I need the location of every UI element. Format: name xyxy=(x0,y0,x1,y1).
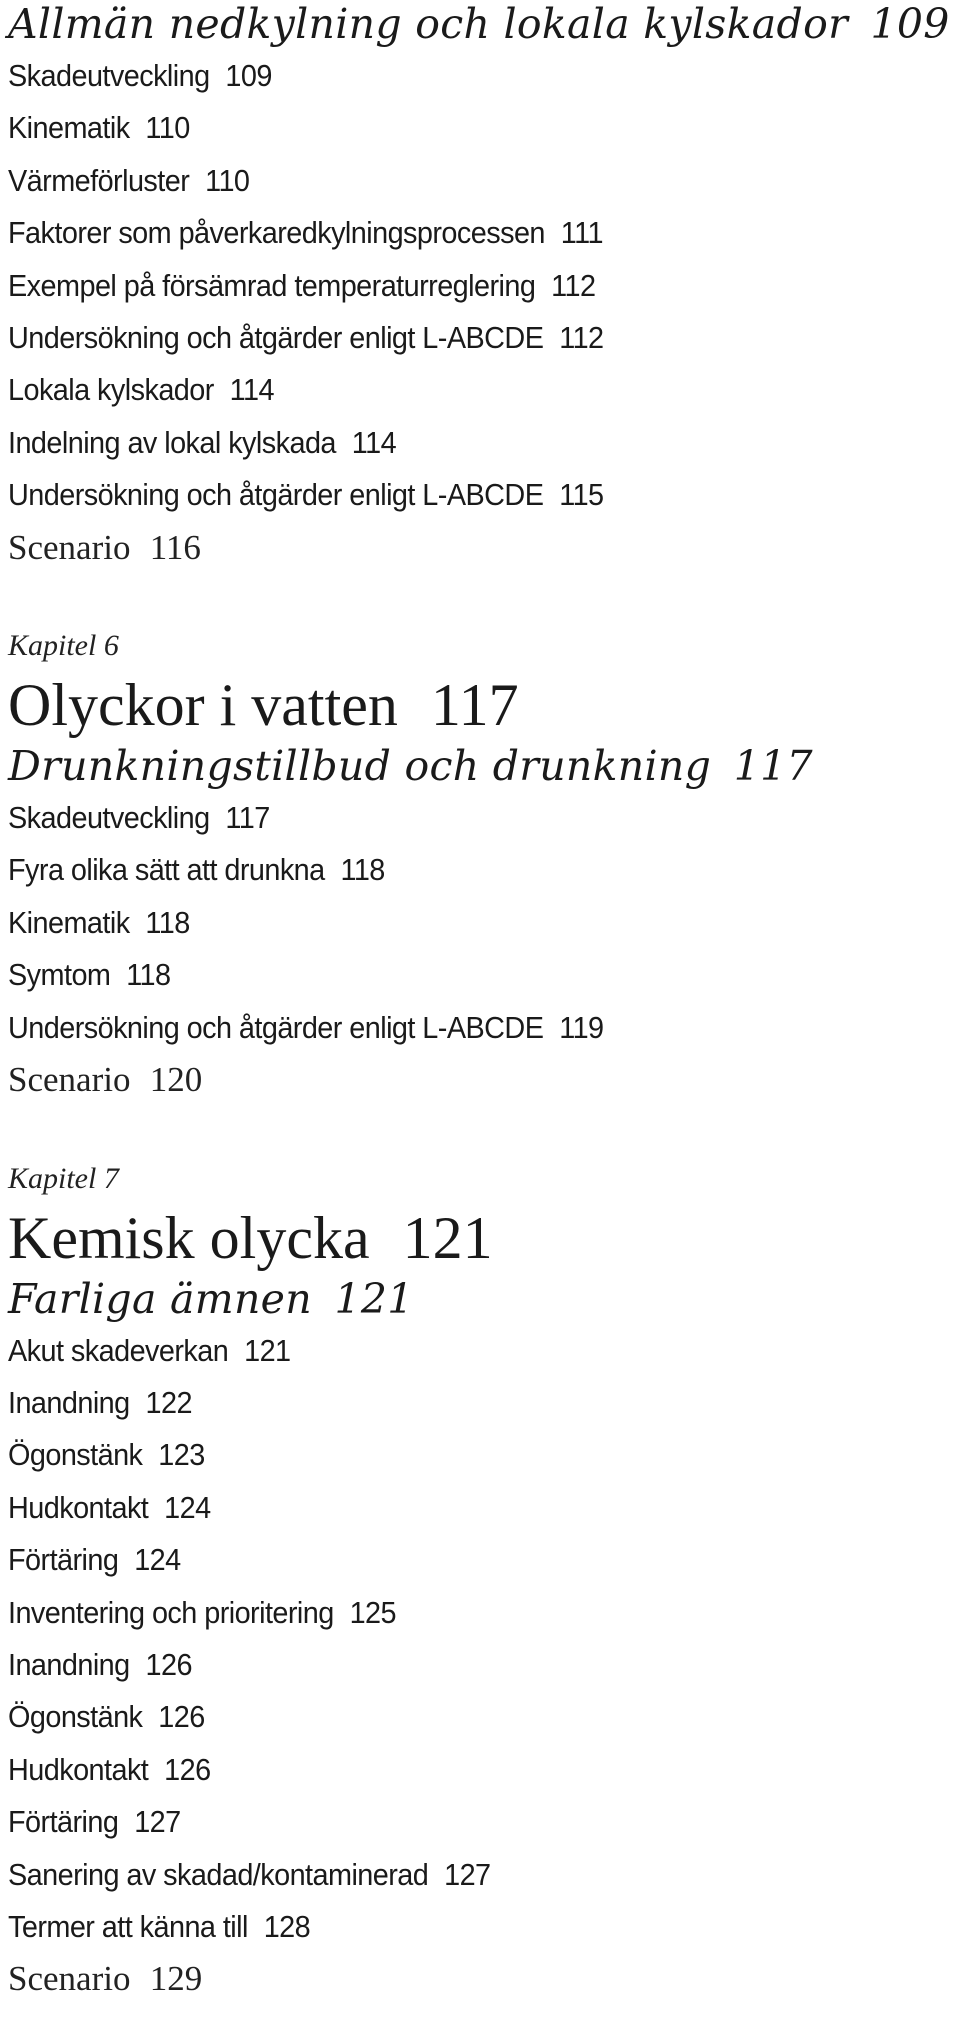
page-number: 122 xyxy=(145,1384,192,1420)
page-number: 126 xyxy=(164,1751,211,1787)
entry-title: Undersökning och åtgärder enligt L-ABCDE xyxy=(8,1009,544,1045)
page-number: 112 xyxy=(551,267,596,303)
toc-entry-scenario[interactable] xyxy=(8,522,953,574)
page-number: 120 xyxy=(149,1060,203,1100)
toc-entry[interactable] xyxy=(8,469,887,521)
toc-entry[interactable] xyxy=(8,1429,887,1481)
entry-title: Scenario xyxy=(8,527,131,567)
page-number: 127 xyxy=(444,1856,491,1892)
toc-entry[interactable] xyxy=(8,155,887,207)
chapter-title-text: Kemisk olycka xyxy=(8,1204,370,1271)
page-number: 121 xyxy=(402,1204,493,1271)
entry-title: Kinematik xyxy=(8,110,130,146)
toc-entry[interactable] xyxy=(8,1325,887,1377)
page-number: 109 xyxy=(225,58,272,93)
entry-title: Sanering av skadad/kontaminerad xyxy=(8,1856,429,1892)
toc-entry[interactable] xyxy=(8,1587,887,1639)
entry-title: Scenario xyxy=(8,1959,131,1999)
section-title: Farliga ämnen xyxy=(8,1274,312,1323)
page-number: 117 xyxy=(225,800,270,836)
page-number: 124 xyxy=(164,1489,211,1525)
page-number: 111 xyxy=(560,215,603,251)
toc-entry[interactable] xyxy=(8,207,887,259)
toc-page xyxy=(8,0,953,2006)
entry-title: Exempel på försämrad temperaturreglering xyxy=(8,267,536,303)
page-number: 109 xyxy=(870,0,950,48)
entry-title: Förtäring xyxy=(8,1804,119,1840)
chapter-title-text: Olyckor i vatten xyxy=(8,672,398,739)
entry-title: Skadeutveckling xyxy=(8,58,210,93)
page-number: 116 xyxy=(149,527,201,567)
entry-title: Förtäring xyxy=(8,1542,119,1578)
section-heading xyxy=(8,0,953,50)
toc-entry[interactable] xyxy=(8,102,887,154)
entry-title: Undersökning och åtgärder enligt L-ABCDE xyxy=(8,320,544,356)
chapter-title[interactable] xyxy=(8,1203,953,1273)
page-number: 114 xyxy=(351,424,397,460)
entry-title: Undersökning och åtgärder enligt L-ABCDE xyxy=(8,477,544,513)
entry-title: Hudkontakt xyxy=(8,1751,149,1787)
entry-title: Akut skadeverkan xyxy=(8,1332,229,1368)
toc-entry[interactable] xyxy=(8,1639,887,1691)
entry-title: Inandning xyxy=(8,1646,130,1682)
entry-title: Hudkontakt xyxy=(8,1489,149,1525)
chapter-title[interactable] xyxy=(8,670,953,740)
entry-title: Indelning av lokal kylskada xyxy=(8,424,336,460)
toc-entry[interactable] xyxy=(8,1534,887,1586)
entry-title: Lokala kylskador xyxy=(8,372,214,408)
page-number: 119 xyxy=(559,1009,604,1045)
page-number: 117 xyxy=(430,672,519,739)
toc-entry[interactable] xyxy=(8,50,887,102)
page-number: 114 xyxy=(229,372,274,408)
entry-title: Scenario xyxy=(8,1060,131,1100)
toc-entry[interactable] xyxy=(8,1377,887,1429)
entry-title: Faktorer som påverkaredkylningsprocessen xyxy=(8,215,545,251)
page-number: 123 xyxy=(158,1437,205,1473)
entry-title: Inventering och prioritering xyxy=(8,1594,334,1630)
page-number: 124 xyxy=(134,1542,181,1578)
page-number: 115 xyxy=(559,477,604,513)
toc-entry[interactable] xyxy=(8,1002,887,1054)
chapter-label: Kapitel 6 xyxy=(8,629,119,663)
page-number: 118 xyxy=(126,957,171,993)
entry-title: Symtom xyxy=(8,957,111,993)
toc-entry[interactable] xyxy=(8,364,887,416)
section-heading[interactable] xyxy=(8,740,953,792)
entry-title: Ögonstänk xyxy=(8,1699,143,1735)
toc-entry[interactable] xyxy=(8,1901,887,1953)
entry-title: Fyra olika sätt att drunkna xyxy=(8,852,325,888)
toc-entry[interactable] xyxy=(8,949,887,1001)
page-number: 110 xyxy=(145,110,190,146)
toc-entry[interactable] xyxy=(8,1849,887,1901)
toc-entry[interactable] xyxy=(8,1744,887,1796)
chapter-label: Kapitel 7 xyxy=(8,1161,119,1195)
toc-entry[interactable] xyxy=(8,1691,887,1743)
entry-title: Termer att känna till xyxy=(8,1908,248,1944)
page-number: 125 xyxy=(349,1594,397,1630)
page-number: 126 xyxy=(145,1646,192,1682)
page-number: 112 xyxy=(559,320,604,356)
page-number: 127 xyxy=(134,1804,181,1840)
toc-entry[interactable] xyxy=(8,897,887,949)
section-title: Drunkningstillbud och drunkning xyxy=(8,742,712,791)
page-number: 118 xyxy=(340,852,385,888)
page-number: 129 xyxy=(149,1959,203,1999)
entry-title: Värmeförluster xyxy=(8,162,190,198)
toc-entry[interactable] xyxy=(8,1796,887,1848)
toc-entry-scenario[interactable] xyxy=(8,1054,953,1106)
toc-entry[interactable] xyxy=(8,792,887,844)
entry-title: Ögonstänk xyxy=(8,1437,143,1473)
entry-title: Skadeutveckling xyxy=(8,800,210,836)
page-number: 121 xyxy=(244,1332,291,1368)
section-heading[interactable] xyxy=(8,1273,953,1325)
page-number: 118 xyxy=(145,904,190,940)
toc-entry[interactable] xyxy=(8,844,887,896)
page-number: 110 xyxy=(205,162,250,198)
section-title: Allmän nedkylning och lokala kylskador xyxy=(8,0,848,48)
toc-entry-scenario[interactable] xyxy=(8,1953,953,2005)
page-number: 128 xyxy=(263,1908,311,1944)
entry-title: Kinematik xyxy=(8,904,130,940)
toc-entry[interactable] xyxy=(8,260,887,312)
toc-entry[interactable] xyxy=(8,312,887,364)
toc-entry[interactable] xyxy=(8,417,887,469)
toc-entry[interactable] xyxy=(8,1482,887,1534)
page-number: 121 xyxy=(334,1274,414,1323)
page-number: 117 xyxy=(733,742,813,791)
page-number: 126 xyxy=(158,1699,205,1735)
entry-title: Inandning xyxy=(8,1384,130,1420)
